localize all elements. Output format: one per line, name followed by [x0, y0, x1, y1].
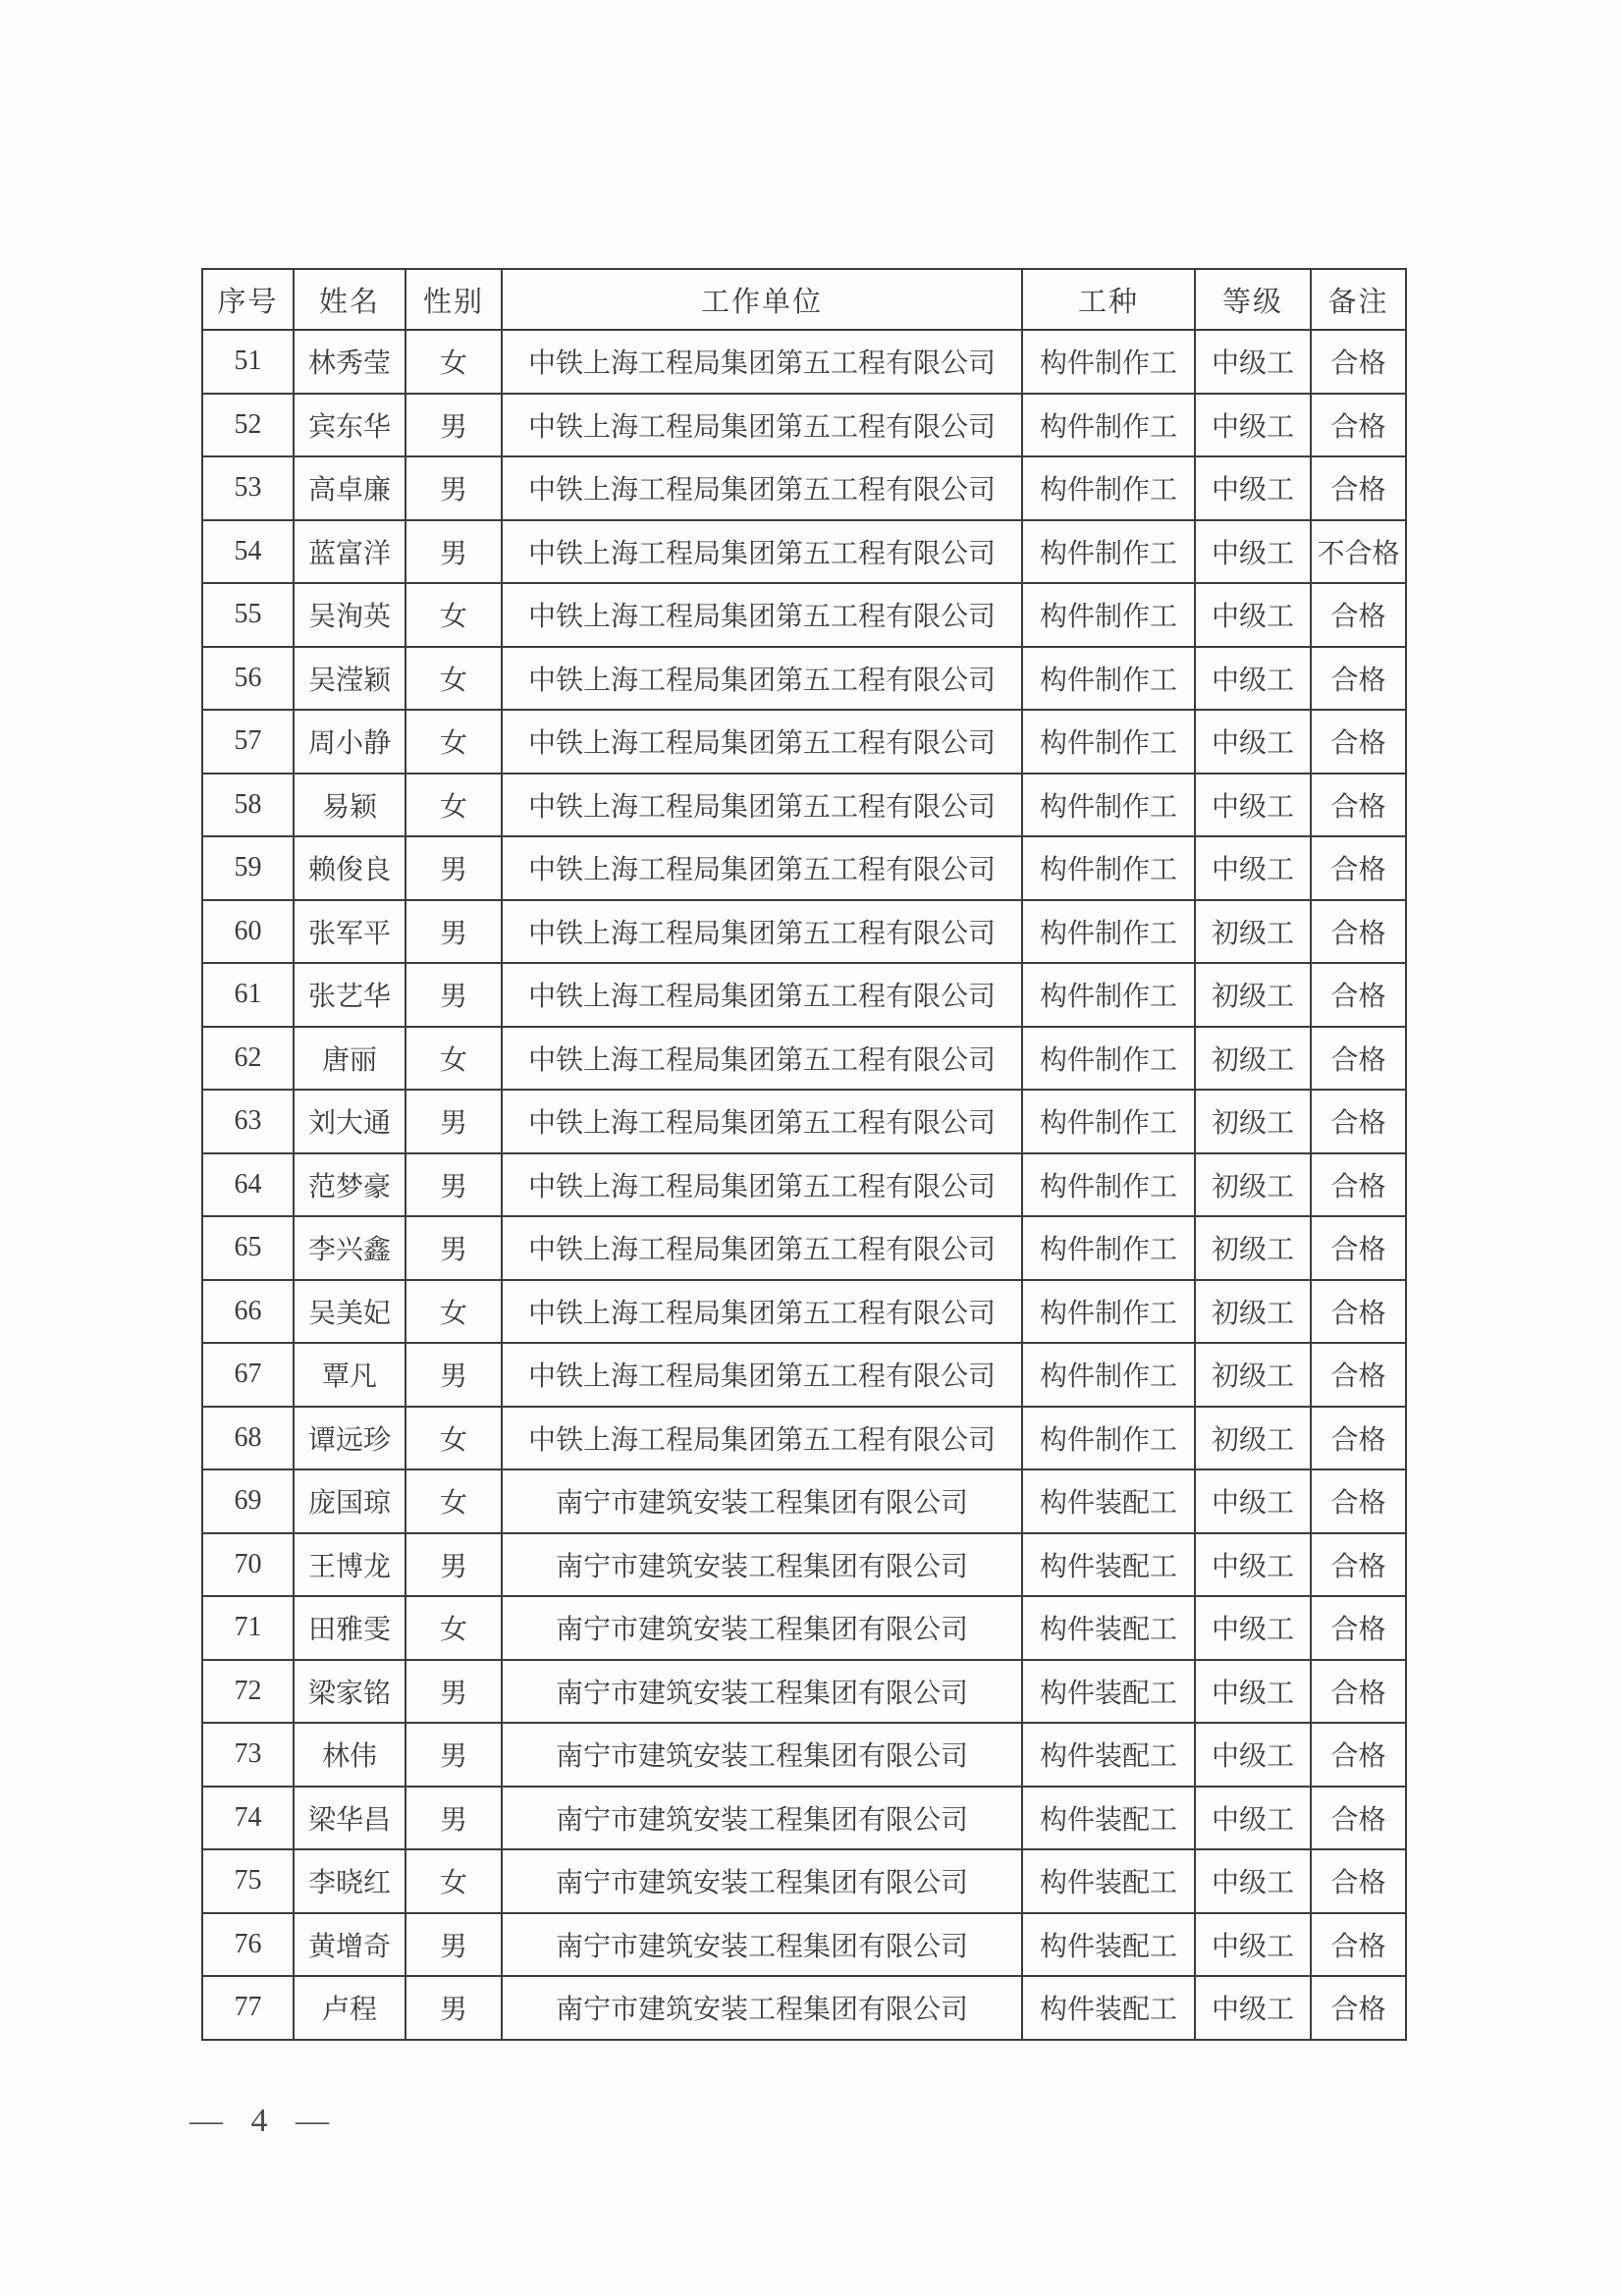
cell-name: 刘大通: [294, 1090, 406, 1153]
cell-gender: 男: [406, 1660, 502, 1724]
cell-serial-number: 55: [202, 583, 294, 647]
cell-serial-number: 62: [202, 1027, 294, 1091]
cell-trade: 构件制作工: [1022, 456, 1195, 520]
cell-employer: 中铁上海工程局集团第五工程有限公司: [502, 963, 1022, 1027]
cell-trade: 构件制作工: [1022, 394, 1195, 457]
cell-remark: 合格: [1311, 1153, 1406, 1217]
cell-serial-number: 63: [202, 1090, 294, 1153]
cell-trade: 构件制作工: [1022, 583, 1195, 647]
cell-trade: 构件制作工: [1022, 963, 1195, 1027]
table-row: [202, 1849, 1406, 1913]
cell-remark: 不合格: [1311, 520, 1406, 584]
table-row: [202, 520, 1406, 584]
roster-table-header: [202, 269, 1406, 330]
cell-employer: 中铁上海工程局集团第五工程有限公司: [502, 520, 1022, 584]
cell-employer: 南宁市建筑安装工程集团有限公司: [502, 1723, 1022, 1787]
cell-serial-number: 74: [202, 1787, 294, 1850]
cell-remark: 合格: [1311, 1533, 1406, 1597]
table-row: [202, 583, 1406, 647]
cell-grade: 中级工: [1195, 1533, 1311, 1597]
cell-employer: 中铁上海工程局集团第五工程有限公司: [502, 1090, 1022, 1153]
cell-grade: 中级工: [1195, 774, 1311, 837]
cell-gender: 女: [406, 1469, 502, 1533]
cell-grade: 中级工: [1195, 1469, 1311, 1533]
cell-serial-number: 52: [202, 394, 294, 457]
table-row: [202, 330, 1406, 394]
cell-name: 易颖: [294, 774, 406, 837]
cell-serial-number: 72: [202, 1660, 294, 1724]
cell-name: 赖俊良: [294, 836, 406, 900]
cell-serial-number: 56: [202, 647, 294, 711]
cell-name: 谭远珍: [294, 1407, 406, 1470]
cell-employer: 南宁市建筑安装工程集团有限公司: [502, 1787, 1022, 1850]
cell-trade: 构件制作工: [1022, 710, 1195, 774]
cell-grade: 中级工: [1195, 583, 1311, 647]
cell-employer: 中铁上海工程局集团第五工程有限公司: [502, 583, 1022, 647]
column-header-serial-number: 序号: [202, 269, 294, 330]
table-row: [202, 1027, 1406, 1091]
cell-grade: 初级工: [1195, 1216, 1311, 1280]
cell-trade: 构件装配工: [1022, 1533, 1195, 1597]
cell-remark: 合格: [1311, 1723, 1406, 1787]
cell-serial-number: 71: [202, 1596, 294, 1660]
cell-remark: 合格: [1311, 710, 1406, 774]
cell-employer: 南宁市建筑安装工程集团有限公司: [502, 1596, 1022, 1660]
table-row: [202, 1280, 1406, 1344]
table-row: [202, 1216, 1406, 1280]
cell-name: 覃凡: [294, 1343, 406, 1407]
cell-gender: 男: [406, 520, 502, 584]
cell-name: 庞国琼: [294, 1469, 406, 1533]
cell-employer: 中铁上海工程局集团第五工程有限公司: [502, 456, 1022, 520]
cell-name: 蓝富洋: [294, 520, 406, 584]
cell-grade: 初级工: [1195, 1407, 1311, 1470]
cell-name: 吴洵英: [294, 583, 406, 647]
cell-employer: 南宁市建筑安装工程集团有限公司: [502, 1976, 1022, 2040]
cell-remark: 合格: [1311, 1976, 1406, 2040]
cell-trade: 构件制作工: [1022, 1280, 1195, 1344]
cell-name: 卢程: [294, 1976, 406, 2040]
table-row: [202, 1660, 1406, 1724]
cell-grade: 初级工: [1195, 900, 1311, 964]
cell-serial-number: 77: [202, 1976, 294, 2040]
cell-gender: 女: [406, 1280, 502, 1344]
cell-remark: 合格: [1311, 1090, 1406, 1153]
cell-name: 唐丽: [294, 1027, 406, 1091]
cell-name: 林秀莹: [294, 330, 406, 394]
roster-table: [201, 268, 1407, 2041]
table-row: [202, 1153, 1406, 1217]
cell-employer: 中铁上海工程局集团第五工程有限公司: [502, 330, 1022, 394]
cell-serial-number: 67: [202, 1343, 294, 1407]
cell-remark: 合格: [1311, 1280, 1406, 1344]
column-header-trade: 工种: [1022, 269, 1195, 330]
cell-employer: 中铁上海工程局集团第五工程有限公司: [502, 1280, 1022, 1344]
cell-remark: 合格: [1311, 330, 1406, 394]
cell-remark: 合格: [1311, 1343, 1406, 1407]
cell-remark: 合格: [1311, 774, 1406, 837]
cell-name: 李兴鑫: [294, 1216, 406, 1280]
table-row: [202, 1596, 1406, 1660]
cell-serial-number: 66: [202, 1280, 294, 1344]
table-row: [202, 1343, 1406, 1407]
cell-remark: 合格: [1311, 900, 1406, 964]
cell-grade: 中级工: [1195, 1849, 1311, 1913]
cell-grade: 中级工: [1195, 647, 1311, 711]
cell-name: 梁华昌: [294, 1787, 406, 1850]
cell-gender: 女: [406, 1407, 502, 1470]
cell-name: 李晓红: [294, 1849, 406, 1913]
page-number: — 4 —: [189, 2103, 331, 2139]
cell-employer: 中铁上海工程局集团第五工程有限公司: [502, 394, 1022, 457]
cell-gender: 男: [406, 1787, 502, 1850]
cell-grade: 初级工: [1195, 1153, 1311, 1217]
cell-grade: 中级工: [1195, 520, 1311, 584]
cell-remark: 合格: [1311, 1027, 1406, 1091]
cell-serial-number: 51: [202, 330, 294, 394]
cell-grade: 初级工: [1195, 963, 1311, 1027]
table-row: [202, 1090, 1406, 1153]
cell-grade: 中级工: [1195, 1660, 1311, 1724]
cell-employer: 中铁上海工程局集团第五工程有限公司: [502, 900, 1022, 964]
cell-gender: 女: [406, 1849, 502, 1913]
column-header-name: 姓名: [294, 269, 406, 330]
cell-name: 林伟: [294, 1723, 406, 1787]
cell-employer: 南宁市建筑安装工程集团有限公司: [502, 1533, 1022, 1597]
table-row: [202, 774, 1406, 837]
cell-remark: 合格: [1311, 456, 1406, 520]
cell-gender: 女: [406, 774, 502, 837]
cell-trade: 构件制作工: [1022, 1343, 1195, 1407]
cell-gender: 男: [406, 456, 502, 520]
cell-trade: 构件装配工: [1022, 1660, 1195, 1724]
cell-name: 黄增奇: [294, 1913, 406, 1977]
cell-gender: 男: [406, 1343, 502, 1407]
cell-trade: 构件制作工: [1022, 647, 1195, 711]
cell-grade: 中级工: [1195, 394, 1311, 457]
cell-gender: 男: [406, 1216, 502, 1280]
cell-grade: 中级工: [1195, 330, 1311, 394]
cell-trade: 构件装配工: [1022, 1469, 1195, 1533]
table-row: [202, 1976, 1406, 2040]
cell-name: 高卓廉: [294, 456, 406, 520]
table-row: [202, 900, 1406, 964]
table-row: [202, 710, 1406, 774]
cell-employer: 中铁上海工程局集团第五工程有限公司: [502, 1153, 1022, 1217]
cell-serial-number: 75: [202, 1849, 294, 1913]
cell-remark: 合格: [1311, 1660, 1406, 1724]
cell-gender: 男: [406, 963, 502, 1027]
cell-remark: 合格: [1311, 1469, 1406, 1533]
cell-serial-number: 59: [202, 836, 294, 900]
cell-grade: 中级工: [1195, 836, 1311, 900]
cell-serial-number: 69: [202, 1469, 294, 1533]
table-row: [202, 394, 1406, 457]
cell-employer: 中铁上海工程局集团第五工程有限公司: [502, 1027, 1022, 1091]
table-row: [202, 1723, 1406, 1787]
cell-remark: 合格: [1311, 1849, 1406, 1913]
cell-grade: 初级工: [1195, 1090, 1311, 1153]
cell-gender: 男: [406, 1913, 502, 1977]
table-row: [202, 1533, 1406, 1597]
table-row: [202, 1407, 1406, 1470]
cell-serial-number: 53: [202, 456, 294, 520]
cell-grade: 中级工: [1195, 1913, 1311, 1977]
cell-trade: 构件装配工: [1022, 1787, 1195, 1850]
cell-gender: 女: [406, 583, 502, 647]
cell-gender: 男: [406, 900, 502, 964]
column-header-remark: 备注: [1311, 269, 1406, 330]
cell-name: 吴美妃: [294, 1280, 406, 1344]
cell-remark: 合格: [1311, 836, 1406, 900]
cell-remark: 合格: [1311, 647, 1406, 711]
cell-trade: 构件制作工: [1022, 1407, 1195, 1470]
roster-table-body: [202, 330, 1406, 2040]
cell-employer: 中铁上海工程局集团第五工程有限公司: [502, 1343, 1022, 1407]
cell-employer: 中铁上海工程局集团第五工程有限公司: [502, 710, 1022, 774]
cell-serial-number: 64: [202, 1153, 294, 1217]
cell-grade: 中级工: [1195, 1976, 1311, 2040]
cell-name: 吴滢颖: [294, 647, 406, 711]
cell-gender: 男: [406, 836, 502, 900]
cell-trade: 构件制作工: [1022, 836, 1195, 900]
cell-serial-number: 70: [202, 1533, 294, 1597]
cell-remark: 合格: [1311, 1787, 1406, 1850]
cell-name: 张军平: [294, 900, 406, 964]
cell-gender: 男: [406, 1723, 502, 1787]
cell-trade: 构件制作工: [1022, 520, 1195, 584]
cell-employer: 中铁上海工程局集团第五工程有限公司: [502, 1216, 1022, 1280]
cell-gender: 男: [406, 1976, 502, 2040]
cell-remark: 合格: [1311, 1596, 1406, 1660]
table-row: [202, 456, 1406, 520]
cell-grade: 初级工: [1195, 1027, 1311, 1091]
cell-serial-number: 68: [202, 1407, 294, 1470]
cell-serial-number: 65: [202, 1216, 294, 1280]
cell-remark: 合格: [1311, 394, 1406, 457]
cell-remark: 合格: [1311, 583, 1406, 647]
cell-employer: 南宁市建筑安装工程集团有限公司: [502, 1660, 1022, 1724]
cell-gender: 女: [406, 710, 502, 774]
cell-name: 田雅雯: [294, 1596, 406, 1660]
cell-remark: 合格: [1311, 1216, 1406, 1280]
cell-trade: 构件装配工: [1022, 1849, 1195, 1913]
table-row: [202, 1469, 1406, 1533]
cell-gender: 女: [406, 647, 502, 711]
cell-name: 宾东华: [294, 394, 406, 457]
cell-gender: 男: [406, 1533, 502, 1597]
column-header-grade: 等级: [1195, 269, 1311, 330]
cell-serial-number: 60: [202, 900, 294, 964]
table-row: [202, 1787, 1406, 1850]
cell-employer: 南宁市建筑安装工程集团有限公司: [502, 1849, 1022, 1913]
cell-employer: 中铁上海工程局集团第五工程有限公司: [502, 774, 1022, 837]
cell-gender: 男: [406, 1153, 502, 1217]
cell-employer: 中铁上海工程局集团第五工程有限公司: [502, 1407, 1022, 1470]
cell-employer: 南宁市建筑安装工程集团有限公司: [502, 1469, 1022, 1533]
cell-grade: 中级工: [1195, 710, 1311, 774]
cell-grade: 中级工: [1195, 1596, 1311, 1660]
cell-grade: 中级工: [1195, 1723, 1311, 1787]
cell-grade: 中级工: [1195, 456, 1311, 520]
table-row: [202, 647, 1406, 711]
cell-gender: 男: [406, 1090, 502, 1153]
cell-grade: 中级工: [1195, 1787, 1311, 1850]
cell-trade: 构件制作工: [1022, 900, 1195, 964]
table-row: [202, 1913, 1406, 1977]
cell-serial-number: 61: [202, 963, 294, 1027]
cell-gender: 女: [406, 330, 502, 394]
cell-employer: 中铁上海工程局集团第五工程有限公司: [502, 647, 1022, 711]
cell-trade: 构件制作工: [1022, 1216, 1195, 1280]
cell-name: 王博龙: [294, 1533, 406, 1597]
cell-name: 范梦豪: [294, 1153, 406, 1217]
cell-serial-number: 76: [202, 1913, 294, 1977]
cell-trade: 构件装配工: [1022, 1913, 1195, 1977]
cell-trade: 构件装配工: [1022, 1976, 1195, 2040]
cell-serial-number: 54: [202, 520, 294, 584]
cell-name: 张艺华: [294, 963, 406, 1027]
column-header-employer: 工作单位: [502, 269, 1022, 330]
cell-employer: 南宁市建筑安装工程集团有限公司: [502, 1913, 1022, 1977]
table-row: [202, 836, 1406, 900]
cell-serial-number: 57: [202, 710, 294, 774]
cell-trade: 构件制作工: [1022, 1153, 1195, 1217]
cell-trade: 构件制作工: [1022, 330, 1195, 394]
cell-grade: 初级工: [1195, 1280, 1311, 1344]
cell-serial-number: 58: [202, 774, 294, 837]
cell-employer: 中铁上海工程局集团第五工程有限公司: [502, 836, 1022, 900]
cell-trade: 构件制作工: [1022, 774, 1195, 837]
cell-remark: 合格: [1311, 1407, 1406, 1470]
cell-name: 梁家铭: [294, 1660, 406, 1724]
cell-trade: 构件装配工: [1022, 1596, 1195, 1660]
cell-serial-number: 73: [202, 1723, 294, 1787]
cell-gender: 女: [406, 1596, 502, 1660]
cell-name: 周小静: [294, 710, 406, 774]
table-row: [202, 963, 1406, 1027]
cell-remark: 合格: [1311, 1913, 1406, 1977]
column-header-gender: 性别: [406, 269, 502, 330]
cell-trade: 构件制作工: [1022, 1090, 1195, 1153]
cell-trade: 构件制作工: [1022, 1027, 1195, 1091]
header-row: [202, 269, 1406, 330]
cell-grade: 初级工: [1195, 1343, 1311, 1407]
cell-remark: 合格: [1311, 963, 1406, 1027]
cell-trade: 构件装配工: [1022, 1723, 1195, 1787]
cell-gender: 男: [406, 394, 502, 457]
cell-gender: 女: [406, 1027, 502, 1091]
